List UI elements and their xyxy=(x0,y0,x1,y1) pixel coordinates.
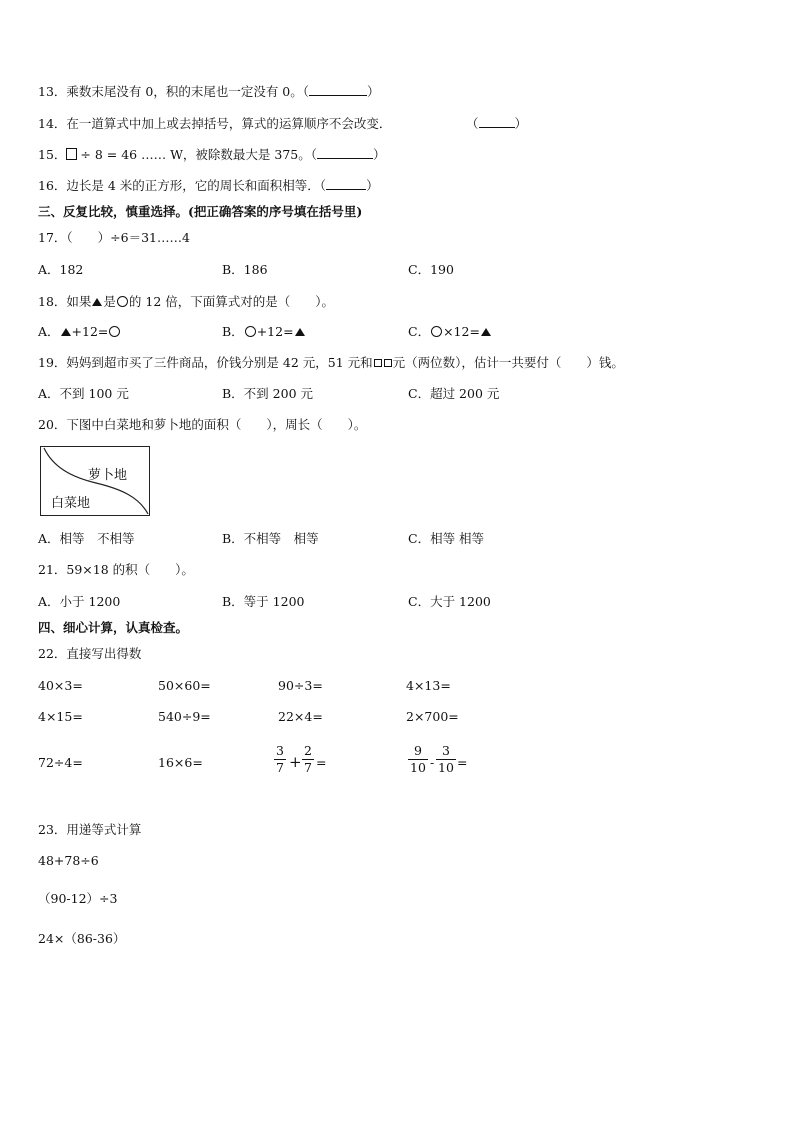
calc-item: 2×700= xyxy=(406,709,459,724)
calc-item: 40×3= xyxy=(38,678,83,693)
calc-item: 50×60= xyxy=(158,678,211,693)
question-16-text: 16．边长是 4 米的正方形，它的周长和面积相等．（ xyxy=(38,178,327,193)
option-a[interactable]: A．182 xyxy=(38,262,84,277)
question-15-number: 15． xyxy=(38,147,67,162)
radish-field-label: 萝卜地 xyxy=(88,468,128,483)
denominator: 10 xyxy=(410,760,426,775)
fraction xyxy=(436,744,456,775)
option-b[interactable]: B．不到 200 元 xyxy=(222,386,313,401)
question-15 xyxy=(38,147,386,163)
answer-blank[interactable] xyxy=(326,178,366,190)
calc-item: 4×13= xyxy=(406,678,451,693)
stem-part: 的 12 倍，下面算式对的是（ ）。 xyxy=(128,294,335,309)
option-b[interactable]: B．等于 1200 xyxy=(222,594,305,609)
option-expr: ×12= xyxy=(443,324,480,339)
calc-expression: 24×（86-36） xyxy=(38,931,126,946)
option-b[interactable] xyxy=(222,324,306,340)
plus-operator: + xyxy=(289,753,302,771)
question-23-stem: 23．用递等式计算 xyxy=(38,822,142,837)
square-box-icon xyxy=(66,148,77,160)
question-17-stem: 17．（ ）÷6＝31……4 xyxy=(38,230,190,245)
denominator: 10 xyxy=(438,760,454,775)
option-label: C． xyxy=(408,324,431,339)
question-18-stem xyxy=(38,294,334,310)
denominator: 7 xyxy=(276,760,284,775)
denominator: 7 xyxy=(304,760,312,775)
option-label: B． xyxy=(222,324,244,339)
question-13 xyxy=(38,84,380,100)
question-14-answer xyxy=(466,116,527,132)
question-16 xyxy=(38,178,379,194)
answer-blank[interactable] xyxy=(309,84,367,96)
cabbage-field-label: 白菜地 xyxy=(51,496,91,511)
question-14 xyxy=(38,116,391,132)
triangle-icon xyxy=(92,298,102,306)
option-a[interactable] xyxy=(38,324,121,340)
fraction xyxy=(302,744,314,775)
answer-blank[interactable] xyxy=(479,116,515,128)
small-box-icon xyxy=(374,359,382,367)
question-14-text: 14．在一道算式中加上或去掉括号，算式的运算顺序不会改变． xyxy=(38,116,392,131)
numerator: 3 xyxy=(442,743,450,758)
numerator: 3 xyxy=(276,743,284,758)
option-a[interactable]: A．小于 1200 xyxy=(38,594,121,609)
question-13-text: 13．乘数末尾没有 0，积的末尾也一定没有 0。（ xyxy=(38,84,310,99)
stem-part: 是 xyxy=(103,294,116,309)
option-a[interactable]: A．相等 不相等 xyxy=(38,531,135,546)
stem-part: 元（两位数），估计一共要付（ ）钱。 xyxy=(392,355,624,370)
question-20-stem: 20．下图中白菜地和萝卜地的面积（ ），周长（ ）。 xyxy=(38,417,367,432)
question-21-stem: 21．59×18 的积（ ）。 xyxy=(38,562,194,577)
triangle-icon xyxy=(61,328,71,336)
option-expr: +12= xyxy=(256,324,294,339)
paren-close: ） xyxy=(514,116,528,131)
equals-sign: = xyxy=(457,755,468,770)
fraction xyxy=(408,744,428,775)
circle-icon xyxy=(245,326,256,337)
option-label: A． xyxy=(38,324,60,339)
option-b[interactable]: B．不相等 相等 xyxy=(222,531,319,546)
triangle-icon xyxy=(481,328,491,336)
question-19-stem xyxy=(38,355,624,371)
section-3-heading: 三、反复比较，慎重选择。(把正确答案的序号填在括号里) xyxy=(38,204,363,219)
calc-item: 540÷9= xyxy=(158,709,211,724)
question-15-text: ÷ 8 = 46 …… W，被除数最大是 375。（ xyxy=(80,147,318,162)
question-22-stem: 22．直接写出得数 xyxy=(38,646,142,661)
paren-close: ） xyxy=(373,147,386,162)
circle-icon xyxy=(109,326,120,337)
small-box-icon xyxy=(384,359,392,367)
stem-part: 18．如果 xyxy=(38,294,92,309)
paren-close: ） xyxy=(367,84,380,99)
numerator: 9 xyxy=(414,743,422,758)
calc-item: 90÷3= xyxy=(278,678,323,693)
fraction xyxy=(274,744,286,775)
field-diagram xyxy=(40,446,150,516)
option-expr: +12= xyxy=(71,324,109,339)
paren-open: （ xyxy=(466,116,479,131)
calc-item: 4×15= xyxy=(38,709,83,724)
option-c[interactable] xyxy=(408,324,492,340)
option-a[interactable]: A．不到 100 元 xyxy=(38,386,129,401)
numerator: 2 xyxy=(304,743,312,758)
circle-icon xyxy=(431,326,442,337)
calc-expression: 48+78÷6 xyxy=(38,853,99,868)
circle-icon xyxy=(117,296,128,307)
equals-sign: = xyxy=(316,755,327,770)
minus-operator: - xyxy=(430,755,435,770)
option-c[interactable]: C．190 xyxy=(408,262,454,277)
calc-item: 72÷4= xyxy=(38,755,83,770)
option-b[interactable]: B．186 xyxy=(222,262,268,277)
paren-close: ） xyxy=(366,178,379,193)
option-c[interactable]: C．超过 200 元 xyxy=(408,386,500,401)
option-c[interactable]: C．大于 1200 xyxy=(408,594,491,609)
section-4-heading: 四、细心计算，认真检查。 xyxy=(38,620,189,635)
stem-part: 19．妈妈到超市买了三件商品，价钱分别是 42 元，51 元和 xyxy=(38,355,373,370)
calc-item: 22×4= xyxy=(278,709,323,724)
calc-expression: （90-12）÷3 xyxy=(38,891,118,906)
calc-item: 16×6= xyxy=(158,755,203,770)
answer-blank[interactable] xyxy=(317,147,373,159)
triangle-icon xyxy=(295,328,305,336)
option-c[interactable]: C．相等 相等 xyxy=(408,531,485,546)
